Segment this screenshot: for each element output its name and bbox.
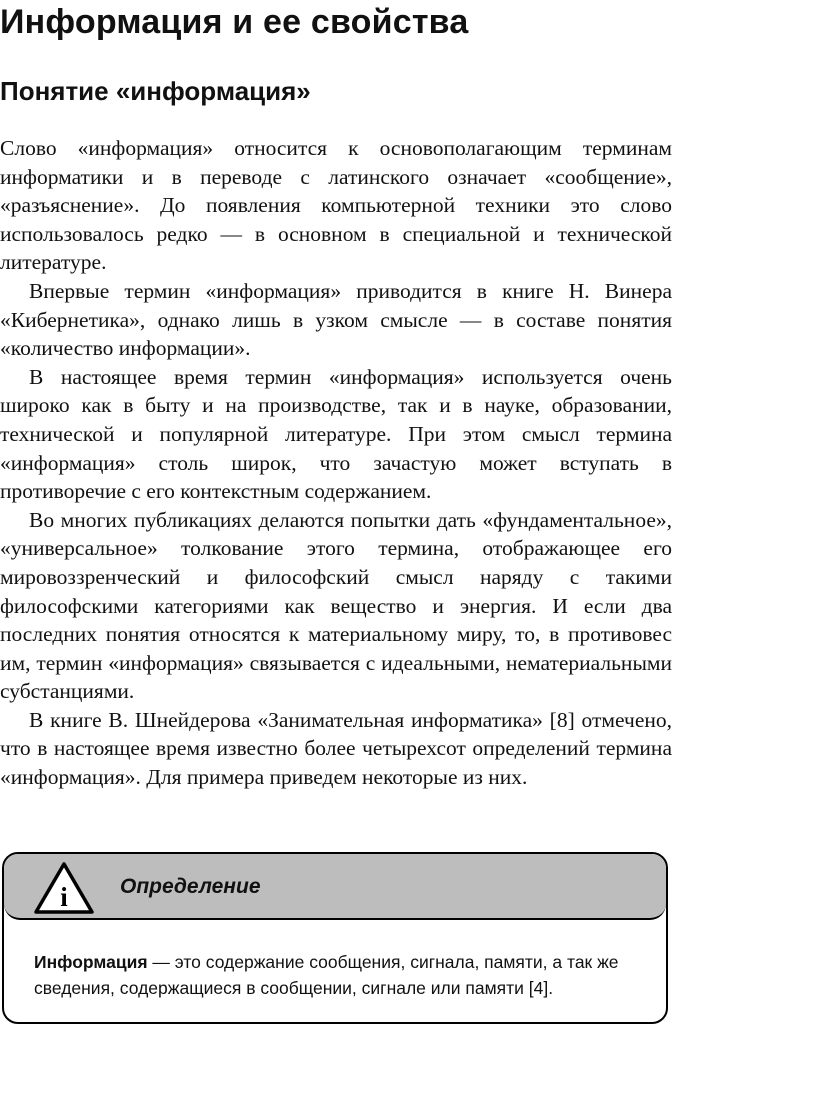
warning-info-icon [33,861,95,915]
paragraph-4: Во многих публикациях делаются попытки дать «фундаментальное», «универсальное» толкование этого термина, отображающее его мировоззренческий и философский смысл наряду с такими философскими категориями как вещество и энергия. И если два последних понятия относятся к материальному миру, то, в противовес им, термин «информация» связывается с идеальными, нематериальными субстанциями. [0,507,672,704]
body-text [0,134,672,792]
page-title: Информация и ее свойства [0,3,469,41]
paragraph-1: Слово «информация» относится к основополагающим терминам информатики и в переводе с латинского означает «сообщение», «разъяснение». До появления компьютерной техники это слово использовалось редко — в основном в специальной и технической литературе. [0,136,672,275]
paragraph-3: В настоящее время термин «информация» используется очень широко как в быту и на производстве, так и в науке, образовании, технической и популярной литературе. При этом смысл термина «информация» столь широк, что зачастую может вступать в противоречие с его контекстным содержанием. [0,364,672,504]
definition-header [4,854,666,920]
paragraph-2: Впервые термин «информация» приводится в книге Н. Винера «Кибернетика», однако лишь в узком смысле — в составе понятия «количество информации». [0,278,672,361]
info-glyph: i [60,882,68,912]
definition-text: — это содержание сообщения, сигнала, памяти, а так же сведения, содержащиеся в сообщении, сигнале или памяти [4]. [34,952,619,998]
section-title: Понятие «информация» [0,76,311,106]
definition-term: Информация [34,952,148,972]
paragraph-5: В книге В. Шнейдерова «Занимательная информатика» [8] отмечено, что в настоящее время известно более четырехсот определений термина «информация». Для примера приведем некоторые из них. [0,707,672,790]
definition-label: Определение [120,875,261,898]
definition-body [34,949,654,1001]
definition-box [2,852,668,1024]
